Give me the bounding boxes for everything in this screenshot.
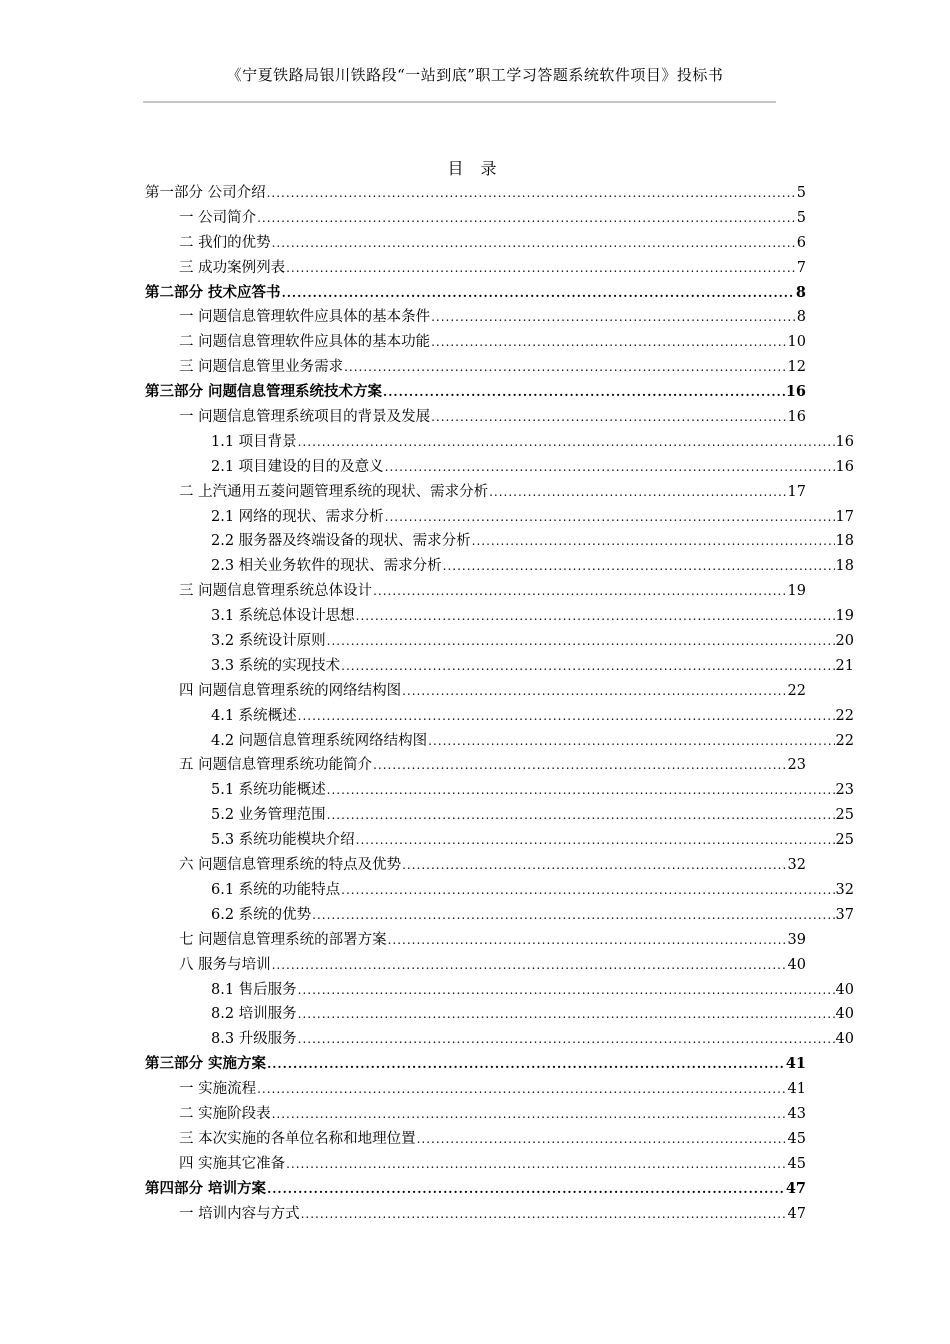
toc-entry[interactable] <box>145 778 854 803</box>
toc-leader-dots <box>388 933 787 947</box>
toc-entry-label: 第三部分 问题信息管理系统技术方案 <box>145 383 383 401</box>
toc-entry[interactable] <box>145 1102 806 1127</box>
toc-page-number: 21 <box>835 657 854 674</box>
toc-leader-dots <box>267 1182 785 1196</box>
toc-leader-dots <box>298 1032 835 1046</box>
toc-page-number: 16 <box>785 383 806 401</box>
toc-leader-dots <box>443 559 835 573</box>
toc-entry-label: 2.1 网络的现状、需求分析 <box>211 508 384 525</box>
toc-entry[interactable] <box>145 355 806 380</box>
toc-leader-dots <box>431 410 786 424</box>
toc-page-number: 23 <box>835 782 854 799</box>
toc-leader-dots <box>341 883 834 897</box>
toc-entry-label: 4.1 系统概述 <box>211 707 297 724</box>
toc-part-entry[interactable] <box>145 181 806 206</box>
toc-page-number: 18 <box>835 558 854 575</box>
toc-page-number: 23 <box>787 757 806 774</box>
toc-leader-dots <box>327 808 835 822</box>
toc-entry[interactable] <box>145 1077 806 1102</box>
toc-entry-label: 一 公司简介 <box>179 209 257 226</box>
toc-page-number: 47 <box>785 1179 806 1197</box>
toc-page-number: 40 <box>835 1006 854 1023</box>
toc-entry-label: 一 问题信息管理系统项目的背景及发展 <box>179 409 431 426</box>
toc-entry[interactable] <box>145 554 854 579</box>
toc-page-number: 40 <box>835 1031 854 1048</box>
toc-entry-label: 四 实施其它准备 <box>179 1155 286 1172</box>
toc-entry-label: 8.1 售后服务 <box>211 981 297 998</box>
toc-entry[interactable] <box>145 505 854 530</box>
toc-leader-dots <box>327 783 835 797</box>
toc-entry[interactable] <box>145 853 806 878</box>
toc-page-number: 7 <box>796 259 806 276</box>
toc-page-number: 19 <box>835 608 854 625</box>
toc-part-entry[interactable] <box>145 281 806 306</box>
toc-entry[interactable] <box>145 729 854 754</box>
toc-entry-label: 5.2 业务管理范围 <box>211 807 326 824</box>
toc-page-number: 5 <box>796 209 806 226</box>
toc-page-number: 18 <box>835 533 854 550</box>
toc-entry[interactable] <box>145 430 854 455</box>
toc-page-number: 10 <box>787 334 806 351</box>
toc-entry[interactable] <box>145 330 806 355</box>
toc-entry-label: 8.2 培训服务 <box>211 1006 297 1023</box>
toc-entry[interactable] <box>145 455 854 480</box>
toc-entry-label: 5.1 系统功能概述 <box>211 782 326 799</box>
toc-leader-dots <box>257 1082 786 1096</box>
toc-entry-label: 一 实施流程 <box>179 1081 257 1098</box>
toc-page-number: 45 <box>787 1130 806 1147</box>
toc-entry[interactable] <box>145 604 854 629</box>
toc-page-number: 17 <box>787 483 806 500</box>
toc-entry-label: 五 问题信息管理系统功能简介 <box>179 757 373 774</box>
toc-page-number: 40 <box>835 981 854 998</box>
toc-entry[interactable] <box>145 828 854 853</box>
toc-leader-dots <box>472 534 835 548</box>
toc-entry[interactable] <box>145 1202 806 1227</box>
toc-entry-label: 二 问题信息管理软件应具体的基本功能 <box>179 334 431 351</box>
toc-entry-label: 四 问题信息管理系统的网络结构图 <box>179 682 402 699</box>
toc-leader-dots <box>282 286 795 300</box>
toc-leader-dots <box>272 1107 787 1121</box>
toc-page-number: 41 <box>787 1081 806 1098</box>
toc-entry[interactable] <box>145 753 806 778</box>
toc-entry-label: 一 问题信息管理软件应具体的基本条件 <box>179 309 431 326</box>
toc-leader-dots <box>301 1207 787 1221</box>
toc-entry-label: 二 实施阶段表 <box>179 1105 271 1122</box>
page-header: 《宁夏铁路局银川铁路段“一站到底”职工学习答题系统软件项目》投标书 <box>226 66 724 84</box>
toc-page-number: 40 <box>787 956 806 973</box>
toc-entry[interactable] <box>145 579 806 604</box>
toc-page-number: 16 <box>835 458 854 475</box>
toc-entry-label: 三 问题信息管里业务需求 <box>179 359 344 376</box>
toc-page-number: 20 <box>835 633 854 650</box>
toc-entry[interactable] <box>145 256 806 281</box>
toc-entry-label: 三 问题信息管理系统总体设计 <box>179 583 373 600</box>
toc-entry-label: 1.1 项目背景 <box>211 433 297 450</box>
toc-leader-dots <box>489 485 786 499</box>
toc-entry[interactable] <box>145 1152 806 1177</box>
toc-entry-label: 3.2 系统设计原则 <box>211 633 326 650</box>
toc-page-number: 8 <box>795 283 806 301</box>
toc-page-number: 16 <box>835 433 854 450</box>
toc-entry-label: 三 成功案例列表 <box>179 259 286 276</box>
toc-leader-dots <box>373 758 786 772</box>
toc-entry-label: 4.2 问题信息管理系统网络结构图 <box>211 732 428 749</box>
toc-entry-label: 2.2 服务器及终端设备的现状、需求分析 <box>211 533 471 550</box>
toc-page-number: 22 <box>835 707 854 724</box>
toc-page-number: 19 <box>787 583 806 600</box>
toc-page-number: 17 <box>835 508 854 525</box>
toc-entry[interactable] <box>145 803 854 828</box>
toc-entry-label: 2.1 项目建设的目的及意义 <box>211 458 384 475</box>
toc-entry-label: 七 问题信息管理系统的部署方案 <box>179 931 387 948</box>
toc-leader-dots <box>431 335 786 349</box>
toc-leader-dots <box>298 983 835 997</box>
toc-page-number: 16 <box>787 409 806 426</box>
toc-entry[interactable] <box>145 704 854 729</box>
toc-entry[interactable] <box>145 654 854 679</box>
toc-leader-dots <box>428 734 834 748</box>
toc-leader-dots <box>344 360 786 374</box>
toc-leader-dots <box>272 958 787 972</box>
toc-part-entry[interactable] <box>145 1052 806 1077</box>
toc-entry[interactable] <box>145 231 806 256</box>
toc-entry[interactable] <box>145 206 806 231</box>
toc-leader-dots <box>417 1132 787 1146</box>
toc-page-number: 8 <box>796 309 806 326</box>
toc-entry-label: 8.3 升级服务 <box>211 1031 297 1048</box>
toc-entry-label: 二 我们的优势 <box>179 234 271 251</box>
toc-leader-dots <box>312 908 834 922</box>
toc-entry[interactable] <box>145 1002 854 1027</box>
toc-leader-dots <box>356 609 835 623</box>
toc-page-number: 22 <box>787 682 806 699</box>
toc-part-entry[interactable] <box>145 1177 806 1202</box>
toc-part-entry[interactable] <box>145 380 806 405</box>
toc-leader-dots <box>402 858 786 872</box>
table-of-contents <box>145 181 854 1226</box>
toc-leader-dots <box>327 634 835 648</box>
toc-leader-dots <box>298 435 835 449</box>
toc-leader-dots <box>286 1157 786 1171</box>
toc-entry-label: 6.1 系统的功能特点 <box>211 881 341 898</box>
toc-entry[interactable] <box>145 928 806 953</box>
toc-entry[interactable] <box>145 480 806 505</box>
toc-entry[interactable] <box>145 1127 806 1152</box>
toc-leader-dots <box>267 1057 785 1071</box>
toc-entry[interactable] <box>145 878 854 903</box>
toc-entry-label: 一 培训内容与方式 <box>179 1205 300 1222</box>
toc-page-number: 45 <box>787 1155 806 1172</box>
toc-leader-dots <box>373 584 786 598</box>
toc-page-number: 32 <box>835 881 854 898</box>
toc-entry[interactable] <box>145 978 854 1003</box>
toc-page-number: 47 <box>787 1205 806 1222</box>
toc-entry-label: 5.3 系统功能模块介绍 <box>211 832 355 849</box>
toc-entry-label: 2.3 相关业务软件的现状、需求分析 <box>211 558 442 575</box>
toc-entry-label: 3.1 系统总体设计思想 <box>211 608 355 625</box>
toc-entry-label: 3.3 系统的实现技术 <box>211 657 341 674</box>
toc-leader-dots <box>383 385 785 399</box>
toc-entry[interactable] <box>145 903 854 928</box>
toc-entry[interactable] <box>145 305 806 330</box>
toc-leader-dots <box>385 460 835 474</box>
toc-page-number: 25 <box>835 832 854 849</box>
toc-entry-label: 六 问题信息管理系统的特点及优势 <box>179 857 402 874</box>
toc-leader-dots <box>286 261 796 275</box>
toc-leader-dots <box>272 236 796 250</box>
toc-leader-dots <box>341 659 834 673</box>
toc-leader-dots <box>356 833 835 847</box>
toc-entry-label: 二 上汽通用五菱问题管理系统的现状、需求分析 <box>179 483 489 500</box>
toc-entry-label: 第三部分 实施方案 <box>145 1055 267 1073</box>
toc-page-number: 41 <box>785 1055 806 1073</box>
toc-entry[interactable] <box>145 529 854 554</box>
toc-leader-dots <box>257 211 796 225</box>
toc-leader-dots <box>298 1007 835 1021</box>
toc-leader-dots <box>402 684 786 698</box>
toc-leader-dots <box>431 310 796 324</box>
toc-leader-dots <box>267 186 796 200</box>
toc-page-number: 6 <box>796 234 806 251</box>
toc-leader-dots <box>298 709 835 723</box>
toc-entry-label: 八 服务与培训 <box>179 956 271 973</box>
toc-page-number: 25 <box>835 807 854 824</box>
toc-page-number: 5 <box>796 185 806 201</box>
toc-entry[interactable] <box>145 953 806 978</box>
toc-title: 目 录 <box>447 159 503 178</box>
toc-page-number: 12 <box>787 359 806 376</box>
toc-page-number: 32 <box>787 857 806 874</box>
toc-page-number: 39 <box>787 931 806 948</box>
toc-page-number: 37 <box>835 906 854 923</box>
toc-entry-label: 第一部分 公司介绍 <box>145 185 266 201</box>
toc-entry[interactable] <box>145 1027 854 1052</box>
toc-entry-label: 第四部分 培训方案 <box>145 1179 267 1197</box>
toc-entry[interactable] <box>145 629 854 654</box>
toc-entry[interactable] <box>145 679 806 704</box>
header-divider <box>143 101 776 103</box>
toc-page-number: 43 <box>787 1105 806 1122</box>
toc-entry-label: 6.2 系统的优势 <box>211 906 312 923</box>
toc-leader-dots <box>385 510 835 524</box>
toc-entry-label: 三 本次实施的各单位名称和地理位置 <box>179 1130 416 1147</box>
toc-entry[interactable] <box>145 405 806 430</box>
toc-page-number: 22 <box>835 732 854 749</box>
toc-entry-label: 第二部分 技术应答书 <box>145 283 281 301</box>
